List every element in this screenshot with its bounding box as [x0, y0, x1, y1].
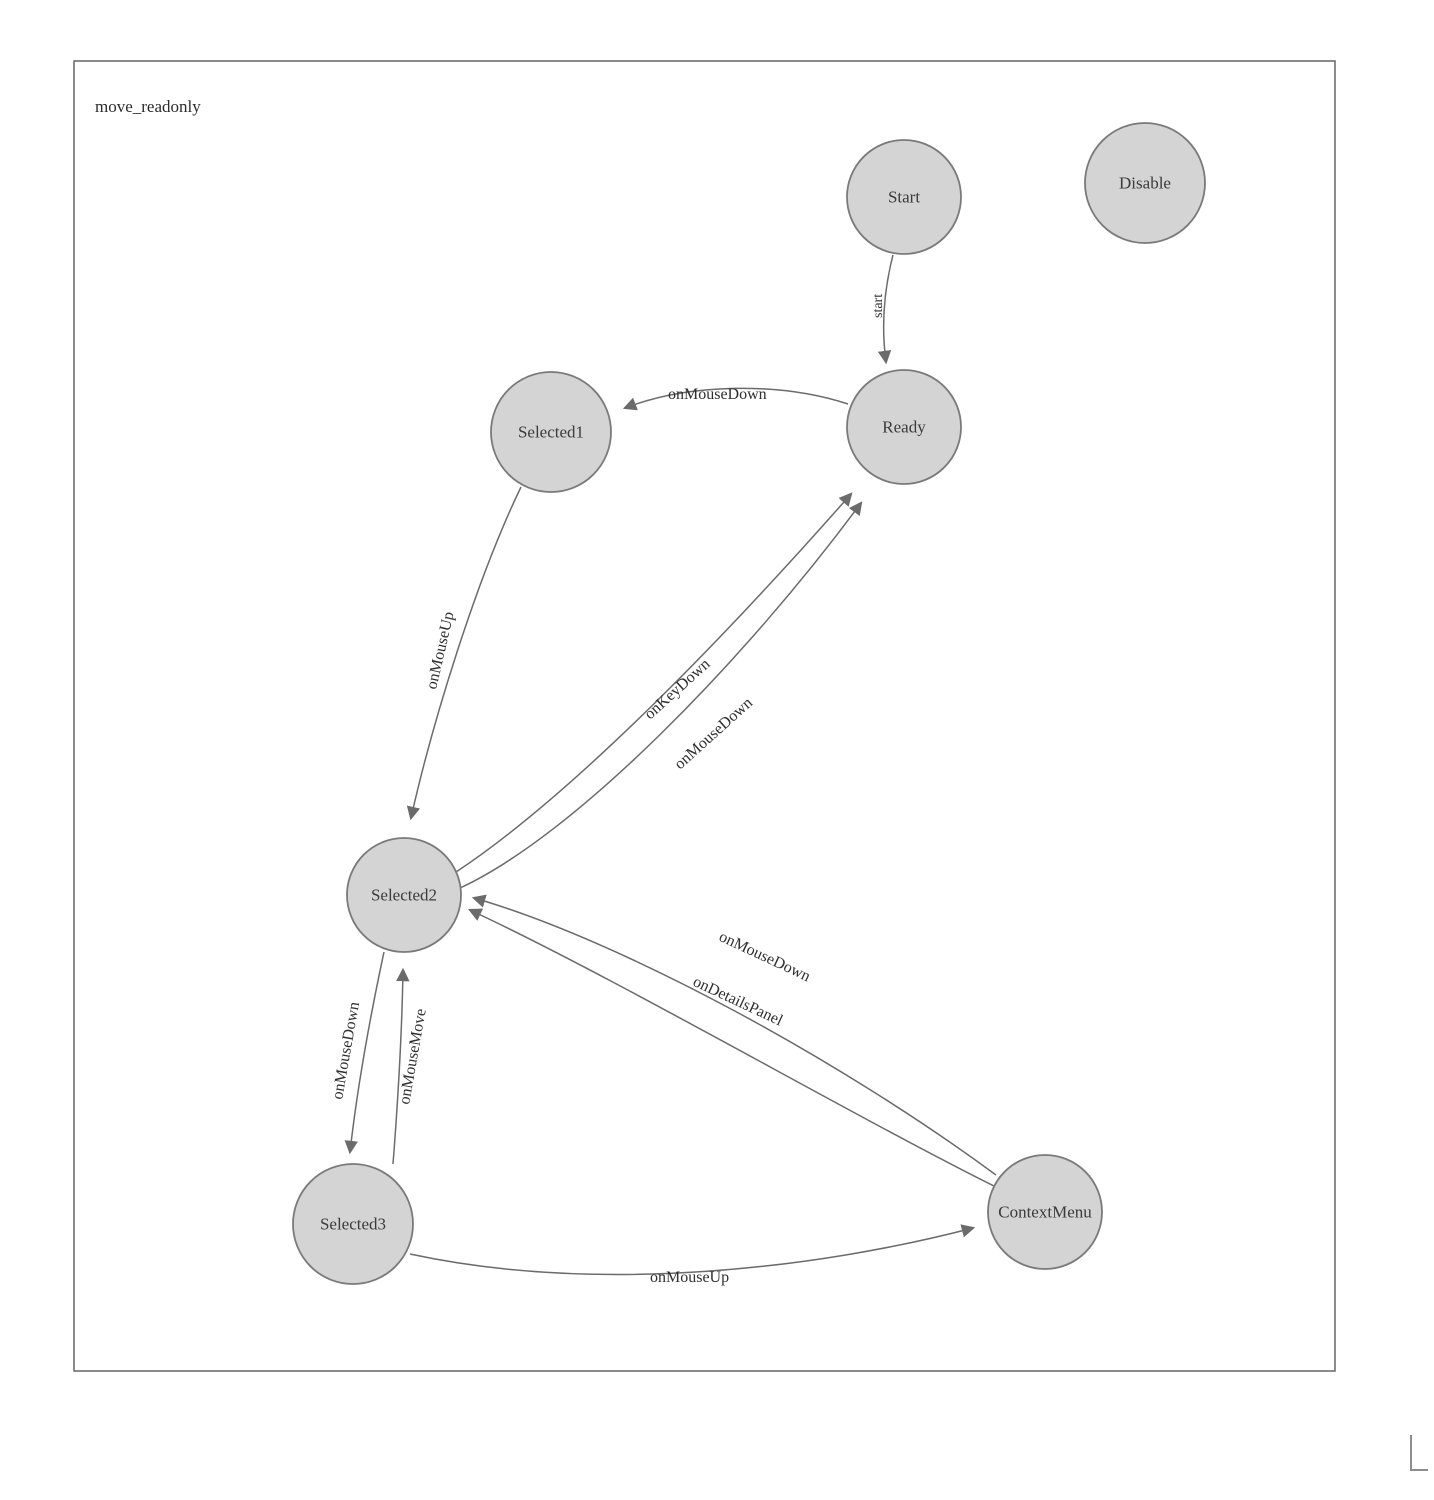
cluster-move-readonly — [74, 61, 1335, 1371]
edge-label-contextmenu-selected2-mousedown: onMouseDown — [716, 928, 813, 986]
node-selected3[interactable] — [293, 1164, 413, 1284]
edge-label-selected3-contextmenu: onMouseUp — [650, 1269, 730, 1286]
node-selected2[interactable] — [347, 838, 461, 952]
node-ready-label: Ready — [882, 417, 926, 437]
edge-label-selected1-selected2: onMouseUp — [423, 609, 458, 691]
edge-label-selected3-selected2: onMouseMove — [396, 1007, 430, 1106]
node-start[interactable] — [847, 140, 961, 254]
node-start-label: Start — [887, 187, 921, 207]
cluster-label: move_readonly — [95, 97, 201, 116]
node-contextmenu-label: ContextMenu — [998, 1202, 1092, 1222]
node-ready[interactable] — [847, 370, 961, 484]
node-contextmenu[interactable] — [988, 1155, 1102, 1269]
edge-label-start-ready: start — [871, 293, 886, 318]
edge-label-contextmenu-selected2-detailspanel: onDetailsPanel — [690, 973, 786, 1030]
node-disable-label: Disable — [1119, 173, 1171, 193]
edge-label-ready-selected1: onMouseDown — [668, 386, 767, 403]
crop-mark-icon — [1411, 1435, 1428, 1470]
node-selected1[interactable] — [491, 372, 611, 492]
node-selected2-label: Selected2 — [370, 885, 438, 905]
node-disable[interactable] — [1085, 123, 1205, 243]
node-selected3-label: Selected3 — [319, 1214, 387, 1234]
edge-label-selected2-ready-keydown: onKeyDown — [641, 655, 714, 723]
edge-label-selected2-ready-mousedown: onMouseDown — [671, 694, 757, 773]
node-selected1-label: Selected1 — [517, 422, 585, 442]
edge-label-selected2-selected3: onMouseDown — [329, 1000, 364, 1101]
